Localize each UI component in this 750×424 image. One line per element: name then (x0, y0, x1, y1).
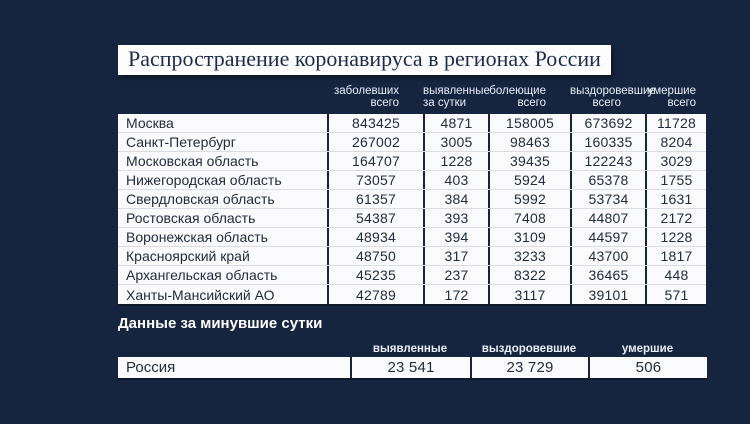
cell-new-daily: 403 (423, 171, 488, 189)
column-header-infected-total: заболевших всего (333, 85, 399, 109)
cell-recovered-total: 122243 (570, 152, 645, 170)
daily-section-title: Данные за минувшие сутки (118, 315, 323, 332)
column-header-daily-new: выявленные (372, 343, 448, 355)
cell-recovered-total: 673692 (570, 114, 645, 132)
cell-infected-total: 843425 (327, 114, 423, 132)
cell-active-total: 5924 (488, 171, 570, 189)
column-header-deaths-total: умершие всего (647, 85, 696, 109)
cell-infected-total: 54387 (327, 209, 423, 227)
table-row (118, 133, 706, 152)
cell-active-total: 8322 (488, 266, 570, 284)
column-header-active-total: болеющие всего (489, 85, 546, 109)
cell-infected-total: 164707 (327, 152, 423, 170)
cell-deaths-total: 571 (645, 285, 706, 304)
column-header-new-daily: выявленные за сутки (423, 85, 490, 109)
daily-table-header (118, 343, 707, 355)
table-row (118, 228, 706, 247)
cell-recovered-total: 53734 (570, 190, 645, 208)
cell-active-total: 5992 (488, 190, 570, 208)
cell-recovered-total: 44807 (570, 209, 645, 227)
cell-new-daily: 172 (423, 285, 488, 304)
column-header-recovered-total: выздоровевшие всего (570, 85, 656, 109)
cell-infected-total: 42789 (327, 285, 423, 304)
cell-new-daily: 237 (423, 266, 488, 284)
cell-daily-recovered: 23 729 (470, 357, 588, 378)
table-row (118, 190, 706, 209)
regions-table-body (118, 114, 706, 304)
table-row (118, 285, 706, 304)
cell-infected-total: 45235 (327, 266, 423, 284)
cell-active-total: 7408 (488, 209, 570, 227)
region-name: Ростовская область (126, 210, 256, 226)
regions-table (118, 85, 706, 304)
cell-recovered-total: 43700 (570, 247, 645, 265)
column-header-daily-deaths: умершие (621, 343, 674, 355)
cell-deaths-total: 1817 (645, 247, 706, 265)
cell-infected-total: 73057 (327, 171, 423, 189)
daily-table-row (118, 357, 707, 378)
cell-deaths-total: 8204 (645, 133, 706, 151)
column-header-daily-recovered: выздоровевшие (481, 343, 577, 355)
cell-deaths-total: 448 (645, 266, 706, 284)
cell-new-daily: 393 (423, 209, 488, 227)
cell-deaths-total: 1631 (645, 190, 706, 208)
table-row (118, 209, 706, 228)
region-name: Москва (126, 115, 174, 131)
header-region-spacer (118, 85, 327, 109)
region-name: Красноярский край (126, 248, 250, 264)
table-row (118, 152, 706, 171)
cell-infected-total: 61357 (327, 190, 423, 208)
cell-new-daily: 4871 (423, 114, 488, 132)
cell-deaths-total: 3029 (645, 152, 706, 170)
table-row (118, 247, 706, 266)
cell-daily-deaths: 506 (588, 357, 707, 378)
cell-recovered-total: 36465 (570, 266, 645, 284)
cell-new-daily: 317 (423, 247, 488, 265)
cell-infected-total: 267002 (327, 133, 423, 151)
cell-recovered-total: 44597 (570, 228, 645, 246)
cell-new-daily: 394 (423, 228, 488, 246)
cell-active-total: 158005 (488, 114, 570, 132)
table-row (118, 171, 706, 190)
region-name: Воронежская область (126, 229, 268, 245)
table-row (118, 266, 706, 285)
table-row (118, 114, 706, 133)
cell-active-total: 39435 (488, 152, 570, 170)
cell-recovered-total: 65378 (570, 171, 645, 189)
cell-infected-total: 48750 (327, 247, 423, 265)
region-name: Нижегородская область (126, 172, 282, 188)
cell-new-daily: 384 (423, 190, 488, 208)
cell-new-daily: 3005 (423, 133, 488, 151)
cell-recovered-total: 39101 (570, 285, 645, 304)
cell-active-total: 3117 (488, 285, 570, 304)
cell-deaths-total: 2172 (645, 209, 706, 227)
cell-active-total: 3109 (488, 228, 570, 246)
cell-recovered-total: 160335 (570, 133, 645, 151)
region-name: Санкт-Петербург (126, 134, 236, 150)
cell-active-total: 98463 (488, 133, 570, 151)
cell-active-total: 3233 (488, 247, 570, 265)
region-name: Свердловская область (126, 191, 275, 207)
cell-daily-new: 23 541 (350, 357, 470, 378)
page-title: Распространение коронавируса в регионах России (118, 45, 611, 75)
region-name: Московская область (126, 153, 259, 169)
country-name: Россия (126, 359, 176, 376)
region-name: Ханты-Мансийский АО (126, 286, 275, 303)
cell-new-daily: 1228 (423, 152, 488, 170)
cell-deaths-total: 1755 (645, 171, 706, 189)
regions-table-header (118, 85, 706, 109)
cell-deaths-total: 11728 (645, 114, 706, 132)
daily-table (118, 343, 707, 378)
header-country-spacer (118, 343, 350, 355)
cell-infected-total: 48934 (327, 228, 423, 246)
cell-deaths-total: 1228 (645, 228, 706, 246)
region-name: Архангельская область (126, 267, 278, 283)
